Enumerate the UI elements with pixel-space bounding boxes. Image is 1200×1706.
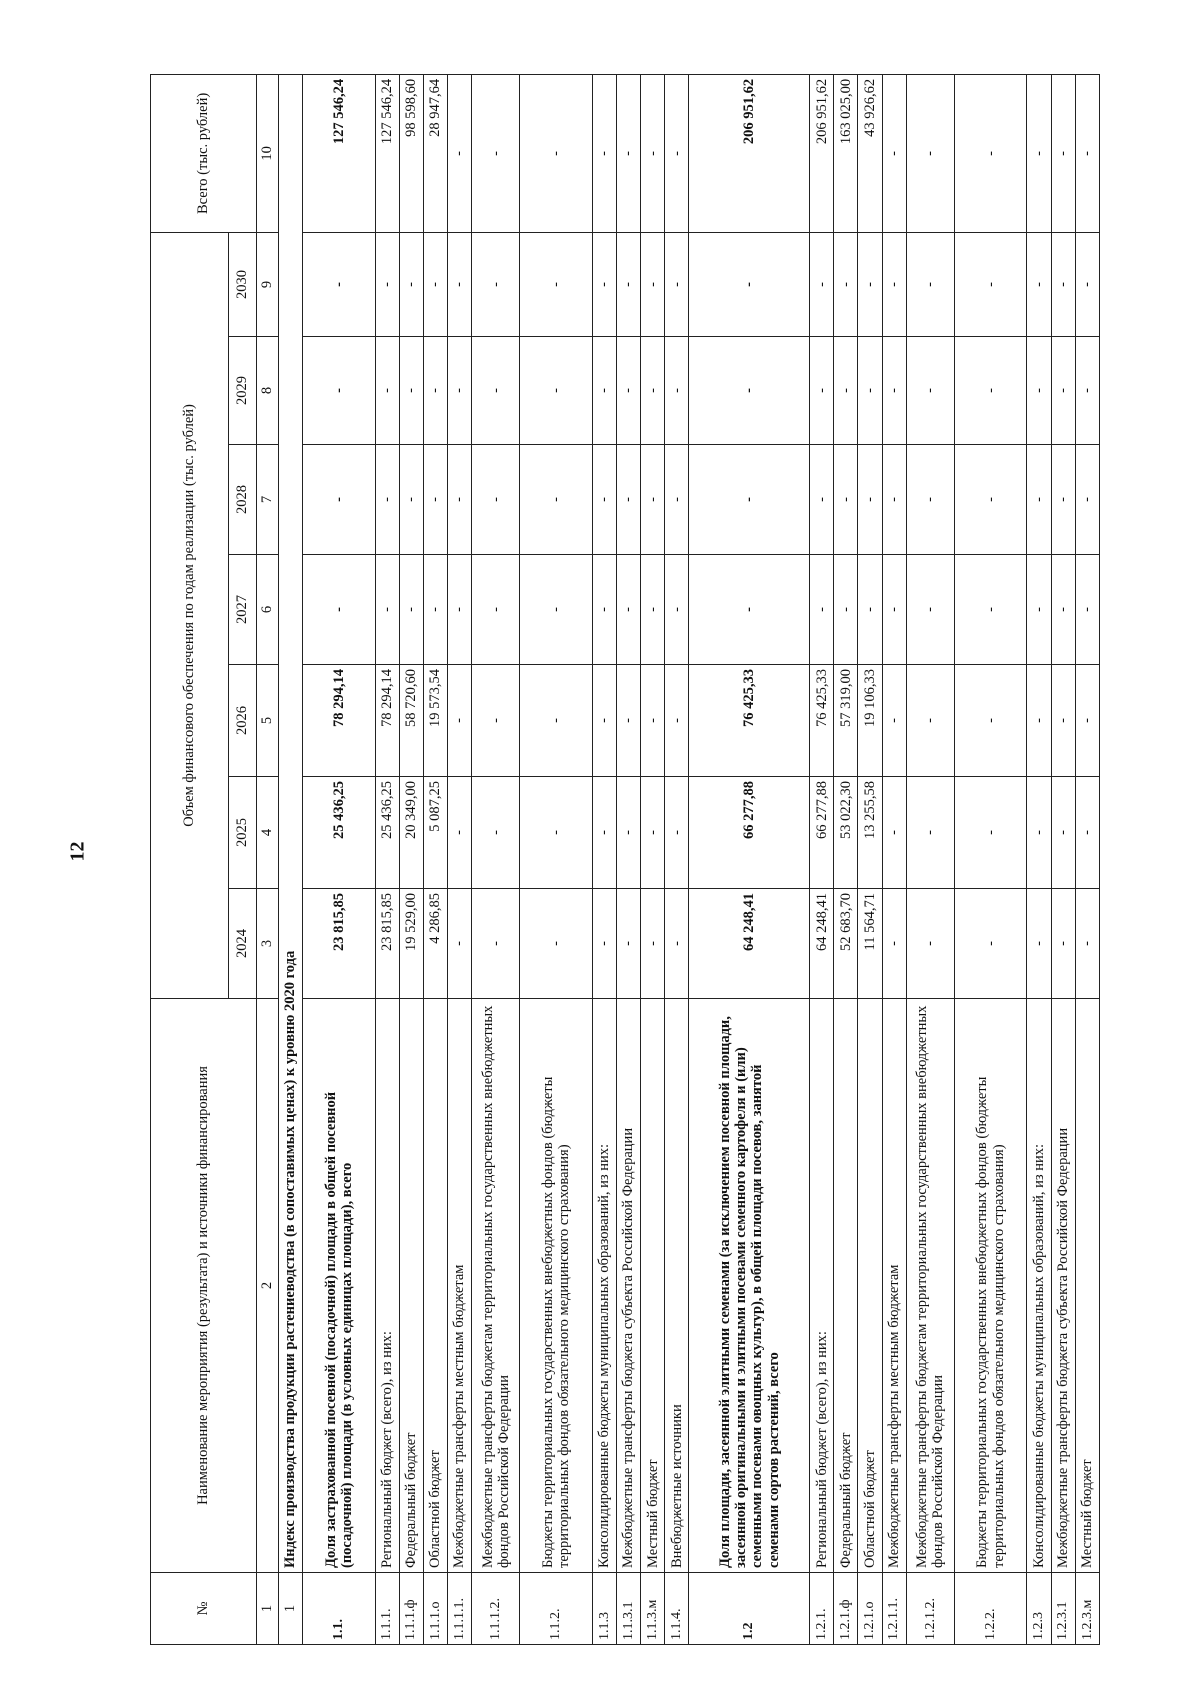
section-row: [279, 74, 303, 1644]
row-year-value: 23 815,85: [303, 889, 375, 999]
row-year-value: -: [1075, 555, 1099, 665]
row-year-value: -: [955, 665, 1027, 777]
row-number: 1.1.1.о: [423, 1573, 447, 1645]
row-year-value: -: [617, 232, 641, 336]
row-name: Межбюджетные трансферты местным бюджетам: [882, 999, 906, 1573]
table-row: [665, 74, 689, 1644]
row-year-value: -: [834, 445, 858, 555]
table-row: [1027, 74, 1051, 1644]
col-number: 9: [257, 232, 279, 336]
row-year-value: -: [617, 777, 641, 889]
table-row: [617, 74, 641, 1644]
row-year-value: -: [303, 337, 375, 445]
row-year-value: -: [665, 777, 689, 889]
row-total-value: -: [641, 74, 665, 232]
row-year-value: -: [955, 555, 1027, 665]
header-year: 2027: [229, 555, 257, 665]
row-year-value: -: [303, 555, 375, 665]
row-year-value: -: [1027, 555, 1051, 665]
section-title: Индекс производства продукции растениеводства (в сопоставимых ценах) к уровню 2020 года: [279, 74, 303, 1572]
row-name: Внебюджетные источники: [665, 999, 689, 1573]
row-total-value: -: [592, 74, 616, 232]
row-year-value: -: [520, 555, 592, 665]
row-year-value: 19 106,33: [858, 665, 882, 777]
header-no: №: [151, 1573, 257, 1645]
row-total-value: 206 951,62: [689, 74, 810, 232]
row-year-value: -: [617, 445, 641, 555]
row-year-value: -: [689, 232, 810, 336]
row-year-value: -: [1027, 445, 1051, 555]
row-year-value: -: [810, 555, 834, 665]
row-name: Федеральный бюджет: [834, 999, 858, 1573]
row-year-value: 25 436,25: [375, 777, 399, 889]
row-year-value: -: [472, 777, 520, 889]
table-row: [1051, 74, 1075, 1644]
row-year-value: -: [375, 555, 399, 665]
col-number: 5: [257, 665, 279, 777]
row-year-value: -: [882, 232, 906, 336]
row-total-value: -: [1027, 74, 1051, 232]
header-year: 2029: [229, 337, 257, 445]
row-year-value: -: [303, 232, 375, 336]
row-year-value: -: [1075, 777, 1099, 889]
row-year-value: -: [641, 777, 665, 889]
col-number: 7: [257, 445, 279, 555]
row-year-value: -: [906, 337, 954, 445]
row-year-value: -: [1075, 337, 1099, 445]
row-number: 1.2: [689, 1573, 810, 1645]
row-total-value: 43 926,62: [858, 74, 882, 232]
row-year-value: -: [375, 445, 399, 555]
row-number: 1.2.2.: [955, 1573, 1027, 1645]
row-number: 1.2.3.1: [1051, 1573, 1075, 1645]
row-year-value: -: [906, 665, 954, 777]
row-year-value: -: [906, 777, 954, 889]
col-number: 3: [257, 889, 279, 999]
row-number: 1.2.1.о: [858, 1573, 882, 1645]
row-year-value: -: [882, 777, 906, 889]
row-year-value: -: [375, 232, 399, 336]
row-year-value: -: [689, 445, 810, 555]
page-number: 12: [66, 841, 89, 862]
header-year: 2025: [229, 777, 257, 889]
row-number: 1.1.3.1: [617, 1573, 641, 1645]
col-number: 8: [257, 337, 279, 445]
row-year-value: -: [592, 445, 616, 555]
table-row: [448, 74, 472, 1644]
row-number: 1.1.1.ф: [399, 1573, 423, 1645]
row-name: Межбюджетные трансферты бюджетам территориальных государственных внебюджетных фондов Российской Федерации: [472, 999, 520, 1573]
row-year-value: -: [689, 555, 810, 665]
row-total-value: 127 546,24: [375, 74, 399, 232]
row-year-value: -: [520, 665, 592, 777]
table-row: [882, 74, 906, 1644]
row-total-value: -: [882, 74, 906, 232]
table-row: [810, 74, 834, 1644]
row-year-value: -: [665, 445, 689, 555]
row-year-value: -: [472, 555, 520, 665]
row-name: Межбюджетные трансферты бюджетам территориальных государственных внебюджетных фондов Российской Федерации: [906, 999, 954, 1573]
row-year-value: 52 683,70: [834, 889, 858, 999]
row-year-value: -: [641, 665, 665, 777]
row-year-value: -: [472, 232, 520, 336]
table-row: [375, 74, 399, 1644]
row-year-value: 58 720,60: [399, 665, 423, 777]
row-year-value: 66 277,88: [689, 777, 810, 889]
table-row: [1075, 74, 1099, 1644]
row-year-value: -: [1027, 232, 1051, 336]
row-year-value: -: [1051, 445, 1075, 555]
row-year-value: -: [399, 337, 423, 445]
row-year-value: -: [472, 889, 520, 999]
row-total-value: -: [617, 74, 641, 232]
row-year-value: -: [423, 232, 447, 336]
col-number: 6: [257, 555, 279, 665]
row-year-value: -: [906, 889, 954, 999]
row-year-value: -: [810, 232, 834, 336]
row-year-value: -: [906, 555, 954, 665]
row-year-value: -: [520, 889, 592, 999]
row-year-value: -: [423, 337, 447, 445]
row-name: Федеральный бюджет: [399, 999, 423, 1573]
row-number: 1.2.1.: [810, 1573, 834, 1645]
row-year-value: -: [1075, 665, 1099, 777]
row-year-value: 78 294,14: [375, 665, 399, 777]
row-year-value: -: [665, 337, 689, 445]
row-year-value: -: [955, 337, 1027, 445]
header-volume: Объем финансового обеспечения по годам реализации (тыс. рублей): [151, 232, 229, 998]
table-row: [858, 74, 882, 1644]
table-row: [423, 74, 447, 1644]
row-year-value: -: [399, 232, 423, 336]
row-year-value: 19 529,00: [399, 889, 423, 999]
table-row: [689, 74, 810, 1644]
row-year-value: -: [1051, 232, 1075, 336]
row-year-value: -: [882, 889, 906, 999]
row-year-value: -: [834, 232, 858, 336]
row-number: 1.1.4.: [665, 1573, 689, 1645]
col-number: 2: [257, 999, 279, 1573]
row-total-value: 206 951,62: [810, 74, 834, 232]
header-year: 2026: [229, 665, 257, 777]
section-no: 1: [279, 1573, 303, 1645]
row-total-value: 28 947,64: [423, 74, 447, 232]
row-name: Местный бюджет: [1075, 999, 1099, 1573]
header-year: 2030: [229, 232, 257, 336]
row-year-value: 13 255,58: [858, 777, 882, 889]
row-total-value: -: [665, 74, 689, 232]
row-year-value: -: [1051, 777, 1075, 889]
row-year-value: 57 319,00: [834, 665, 858, 777]
row-year-value: -: [641, 889, 665, 999]
row-year-value: -: [858, 232, 882, 336]
row-total-value: 98 598,60: [399, 74, 423, 232]
row-number: 1.2.3: [1027, 1573, 1051, 1645]
row-year-value: -: [858, 337, 882, 445]
row-year-value: -: [641, 445, 665, 555]
row-year-value: -: [399, 555, 423, 665]
row-name: Бюджеты территориальных государственных внебюджетных фондов (бюджеты территориальных фондов обязательного медицинского страхования): [955, 999, 1027, 1573]
row-total-value: -: [472, 74, 520, 232]
header-name: Наименование мероприятия (результата) и источники финансирования: [151, 999, 257, 1573]
row-year-value: -: [423, 445, 447, 555]
row-year-value: -: [689, 337, 810, 445]
row-year-value: 76 425,33: [810, 665, 834, 777]
row-year-value: -: [1051, 337, 1075, 445]
row-number: 1.2.1.2.: [906, 1573, 954, 1645]
row-year-value: -: [858, 555, 882, 665]
row-number: 1.2.1.1.: [882, 1573, 906, 1645]
row-number: 1.1.1.1.: [448, 1573, 472, 1645]
row-year-value: -: [810, 445, 834, 555]
row-year-value: -: [1051, 889, 1075, 999]
table-row: [955, 74, 1027, 1644]
row-year-value: -: [592, 337, 616, 445]
table-row: [834, 74, 858, 1644]
header-year: 2028: [229, 445, 257, 555]
col-number: 1: [257, 1573, 279, 1645]
row-year-value: -: [906, 445, 954, 555]
row-year-value: -: [592, 777, 616, 889]
row-year-value: 64 248,41: [689, 889, 810, 999]
row-year-value: -: [810, 337, 834, 445]
row-name: Бюджеты территориальных государственных внебюджетных фондов (бюджеты территориальных фондов обязательного медицинского страхования): [520, 999, 592, 1573]
header-year: 2024: [229, 889, 257, 999]
row-year-value: -: [834, 555, 858, 665]
table-row: [592, 74, 616, 1644]
row-year-value: -: [1027, 889, 1051, 999]
row-name: Региональный бюджет (всего), из них:: [810, 999, 834, 1573]
rotated-table-container: [150, 75, 1100, 1645]
row-year-value: -: [665, 555, 689, 665]
row-total-value: 163 025,00: [834, 74, 858, 232]
row-total-value: -: [448, 74, 472, 232]
row-year-value: -: [520, 777, 592, 889]
table-row: [906, 74, 954, 1644]
row-name: Местный бюджет: [641, 999, 665, 1573]
row-year-value: -: [423, 555, 447, 665]
row-year-value: -: [665, 665, 689, 777]
row-year-value: -: [641, 337, 665, 445]
row-year-value: 25 436,25: [303, 777, 375, 889]
row-year-value: -: [375, 337, 399, 445]
row-total-value: 127 546,24: [303, 74, 375, 232]
row-number: 1.2.3.м: [1075, 1573, 1099, 1645]
row-year-value: -: [882, 665, 906, 777]
row-year-value: -: [858, 445, 882, 555]
row-year-value: -: [472, 445, 520, 555]
row-year-value: -: [617, 555, 641, 665]
row-name: Доля застрахованной посевной (посадочной) площади в общей посевной (посадочной) площади (в условных единицах площади), всего: [303, 999, 375, 1573]
row-name: Областной бюджет: [423, 999, 447, 1573]
row-year-value: -: [882, 555, 906, 665]
row-year-value: -: [448, 555, 472, 665]
row-year-value: -: [520, 445, 592, 555]
row-year-value: -: [448, 445, 472, 555]
row-number: 1.1.3.м: [641, 1573, 665, 1645]
col-number: 10: [257, 74, 279, 232]
row-year-value: -: [592, 889, 616, 999]
row-year-value: -: [1075, 889, 1099, 999]
row-year-value: 66 277,88: [810, 777, 834, 889]
row-year-value: -: [665, 232, 689, 336]
row-year-value: -: [955, 889, 1027, 999]
row-total-value: -: [906, 74, 954, 232]
header-total: Всего (тыс. рублей): [151, 74, 257, 232]
row-year-value: -: [882, 337, 906, 445]
row-year-value: 11 564,71: [858, 889, 882, 999]
row-year-value: -: [303, 445, 375, 555]
row-year-value: -: [448, 665, 472, 777]
row-year-value: 78 294,14: [303, 665, 375, 777]
row-year-value: -: [1075, 445, 1099, 555]
table-row: [520, 74, 592, 1644]
row-number: 1.1.1.2.: [472, 1573, 520, 1645]
row-year-value: -: [592, 232, 616, 336]
table-row: [641, 74, 665, 1644]
row-year-value: 23 815,85: [375, 889, 399, 999]
row-year-value: -: [1027, 337, 1051, 445]
row-year-value: -: [955, 777, 1027, 889]
financing-table: [150, 74, 1100, 1645]
row-name: Консолидированные бюджеты муниципальных образований, из них:: [1027, 999, 1051, 1573]
col-number: 4: [257, 777, 279, 889]
row-name: Межбюджетные трансферты бюджета субъекта Российской Федерации: [1051, 999, 1075, 1573]
table-row: [303, 74, 375, 1644]
row-name: Доля площади, засеянной элитными семенами (за исключением посевной площади, засеянной оригинальными и элитными посевами семенного картофеля и (или) семенными посевами овощных культур), в общей площади посевов, занятой семенами сортов растений, всего: [689, 999, 810, 1573]
row-number: 1.2.1.ф: [834, 1573, 858, 1645]
row-name: Межбюджетные трансферты бюджета субъекта Российской Федерации: [617, 999, 641, 1573]
row-year-value: -: [448, 232, 472, 336]
row-year-value: -: [617, 889, 641, 999]
row-year-value: -: [617, 665, 641, 777]
row-year-value: -: [834, 337, 858, 445]
row-year-value: -: [520, 337, 592, 445]
row-year-value: -: [472, 665, 520, 777]
row-year-value: 76 425,33: [689, 665, 810, 777]
row-year-value: -: [399, 445, 423, 555]
row-year-value: -: [665, 889, 689, 999]
row-total-value: -: [1051, 74, 1075, 232]
table-row: [399, 74, 423, 1644]
row-year-value: -: [448, 777, 472, 889]
row-number: 1.1.3: [592, 1573, 616, 1645]
row-year-value: -: [955, 232, 1027, 336]
table-row: [472, 74, 520, 1644]
table-body: [279, 74, 1100, 1644]
row-year-value: -: [1027, 665, 1051, 777]
row-year-value: -: [592, 665, 616, 777]
row-number: 1.1.: [303, 1573, 375, 1645]
row-number: 1.1.1.: [375, 1573, 399, 1645]
row-year-value: 5 087,25: [423, 777, 447, 889]
row-total-value: -: [1075, 74, 1099, 232]
row-year-value: -: [906, 232, 954, 336]
row-year-value: -: [448, 889, 472, 999]
row-year-value: -: [448, 337, 472, 445]
row-year-value: -: [520, 232, 592, 336]
row-name: Областной бюджет: [858, 999, 882, 1573]
row-year-value: -: [617, 337, 641, 445]
row-year-value: -: [641, 232, 665, 336]
row-name: Консолидированные бюджеты муниципальных образований, из них:: [592, 999, 616, 1573]
row-year-value: -: [472, 337, 520, 445]
row-year-value: -: [1051, 665, 1075, 777]
row-year-value: 53 022,30: [834, 777, 858, 889]
row-year-value: 64 248,41: [810, 889, 834, 999]
row-year-value: -: [641, 555, 665, 665]
row-number: 1.1.2.: [520, 1573, 592, 1645]
row-year-value: -: [1075, 232, 1099, 336]
row-year-value: 19 573,54: [423, 665, 447, 777]
row-year-value: -: [1051, 555, 1075, 665]
row-year-value: -: [592, 555, 616, 665]
row-name: Региональный бюджет (всего), из них:: [375, 999, 399, 1573]
row-year-value: -: [1027, 777, 1051, 889]
row-year-value: 20 349,00: [399, 777, 423, 889]
row-year-value: -: [955, 445, 1027, 555]
row-total-value: -: [955, 74, 1027, 232]
row-total-value: -: [520, 74, 592, 232]
row-year-value: -: [882, 445, 906, 555]
row-name: Межбюджетные трансферты местным бюджетам: [448, 999, 472, 1573]
row-year-value: 4 286,85: [423, 889, 447, 999]
